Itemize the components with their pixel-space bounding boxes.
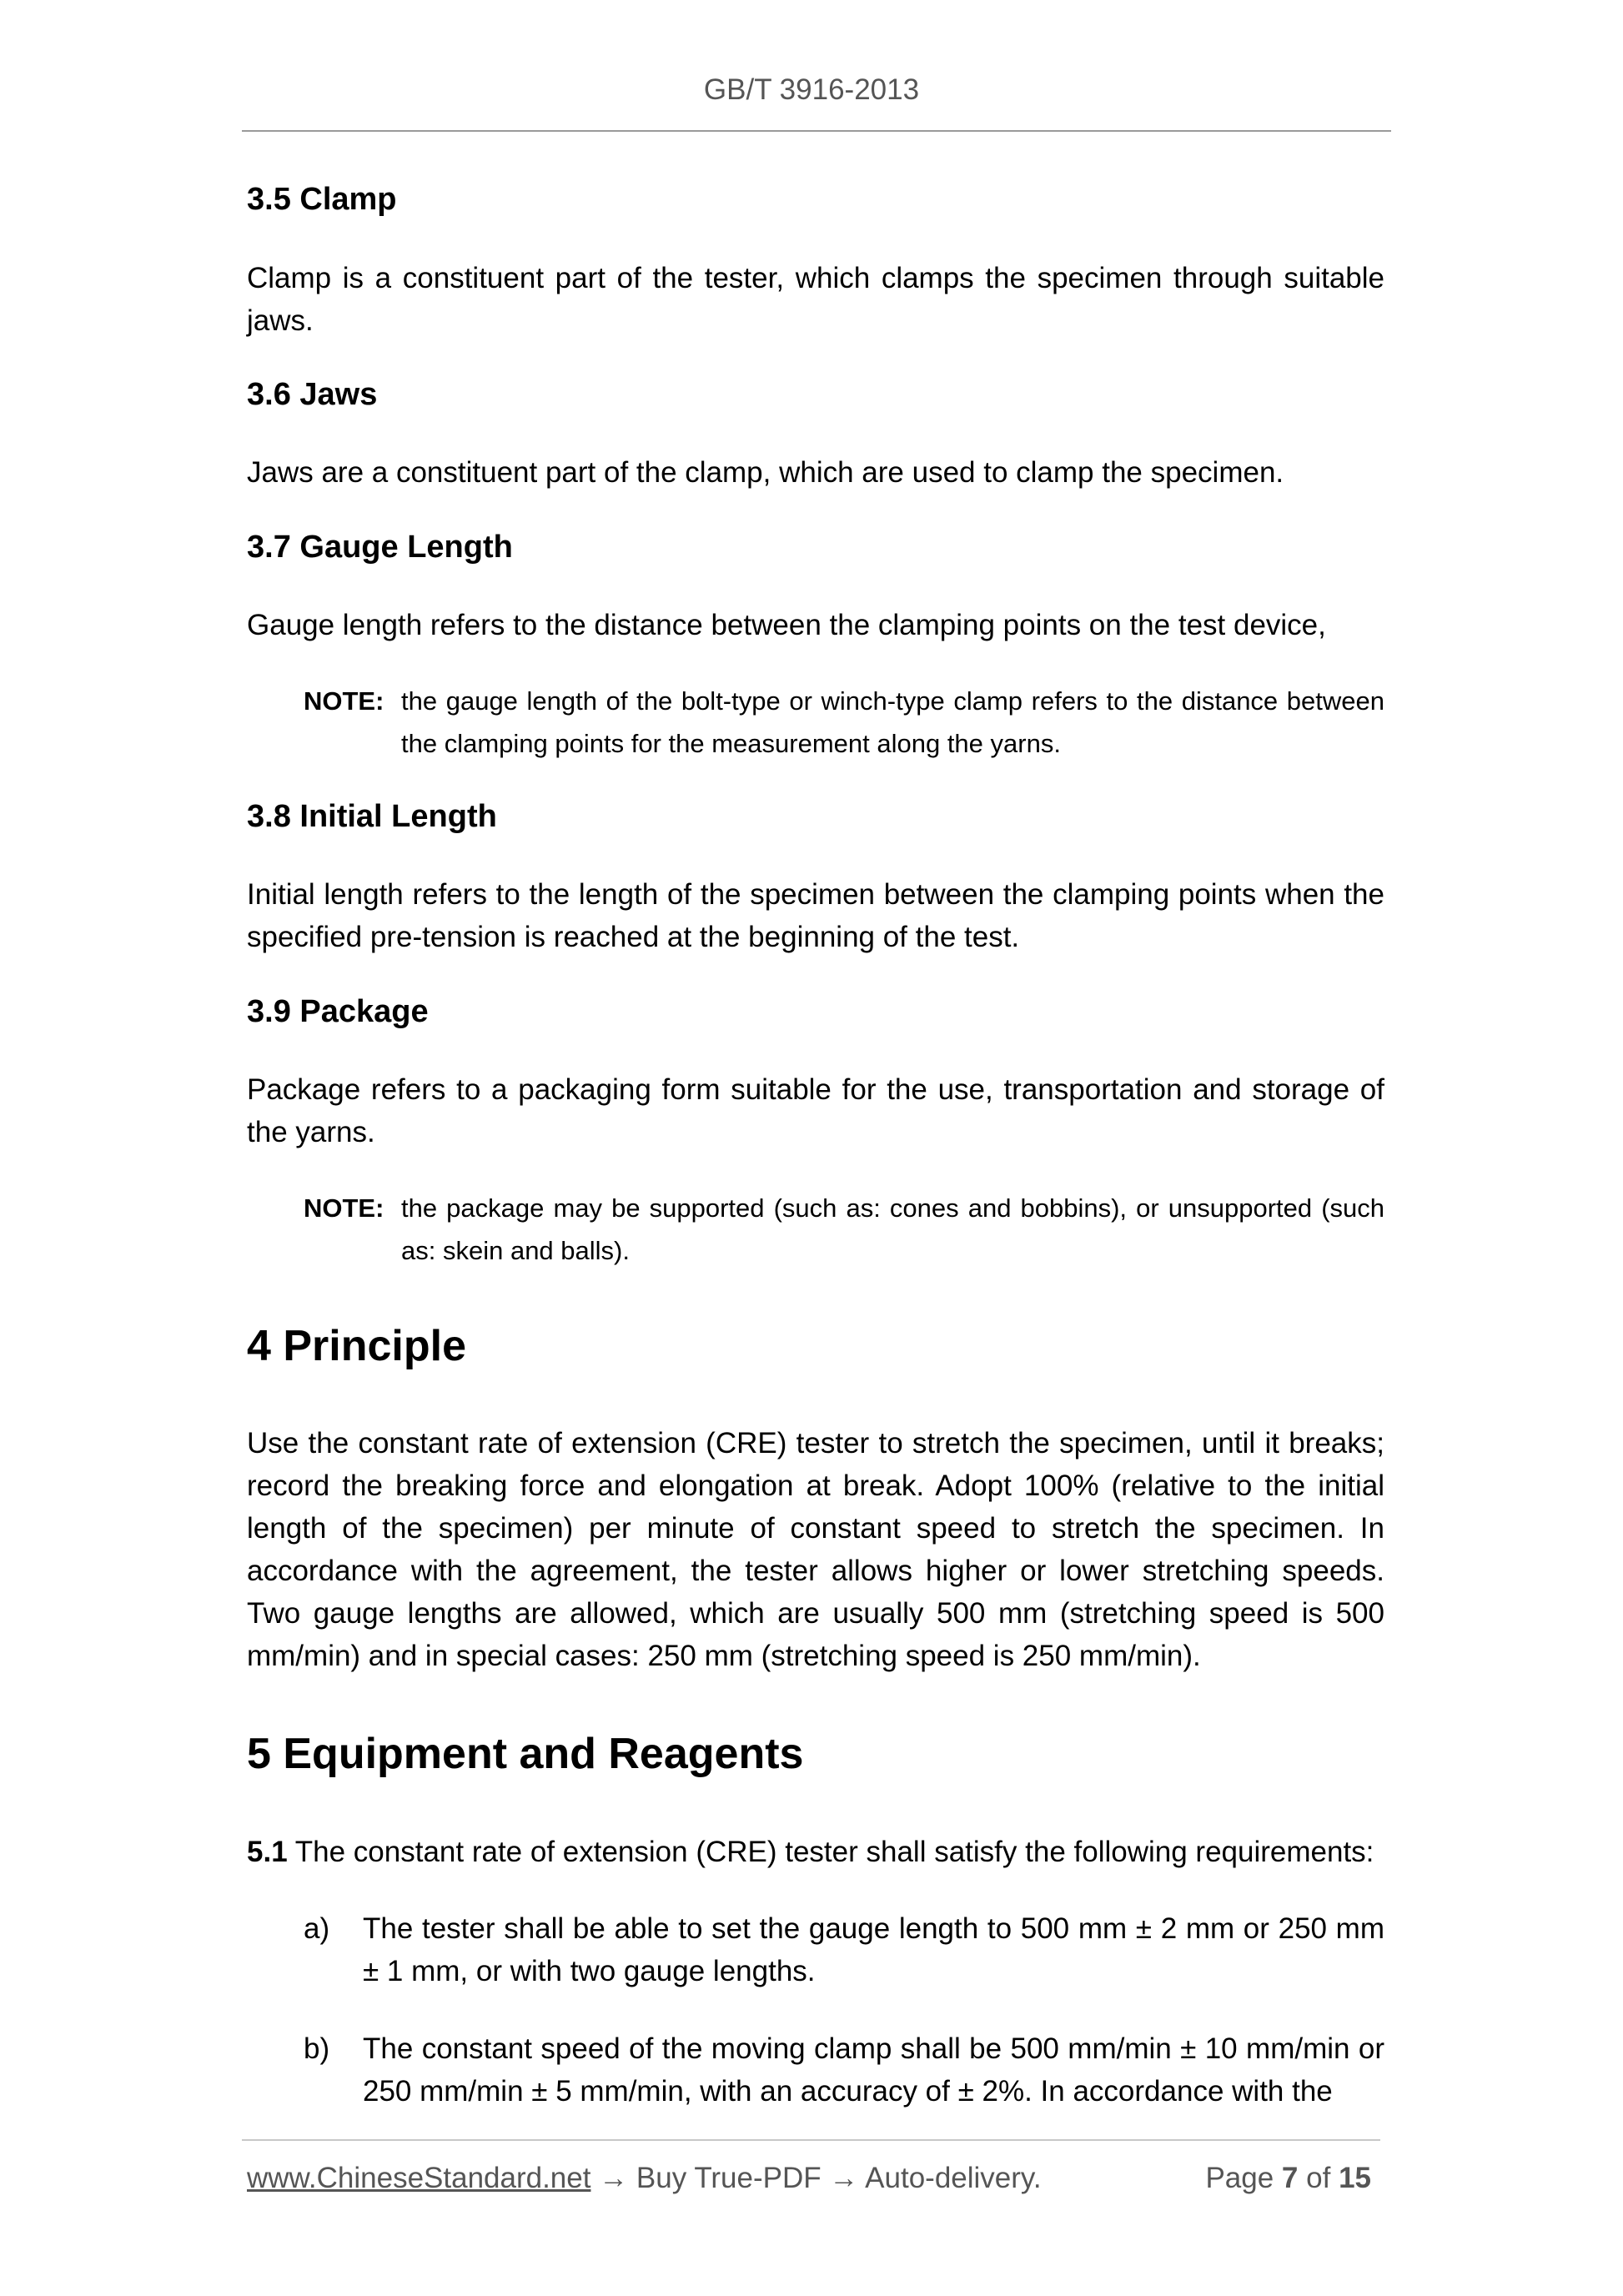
note-text: the gauge length of the bolt-type or winch-type clamp refers to the distance between the clamping points for the measurement along the yarns.	[401, 686, 1384, 758]
note-label: NOTE:	[304, 686, 384, 716]
paragraph-4-principle: Use the constant rate of extension (CRE) tester to stretch the specimen, until it breaks; record the breaking force and elongation at break. Adopt 100% (relative to the initial length of the specimen) per minute of constant speed to stretch the specimen. In accordance with the agreement, the tester allows higher or lower stretching speeds. Two gauge lengths are allowed, which are usually 500 mm (stretching speed is 500 mm/min) and in special cases: 250 mm (stretching speed is 250 mm/min).	[247, 1427, 1384, 1672]
total-pages: 15	[1339, 2162, 1371, 2194]
note-text: the package may be supported (such as: cones and bobbins), or unsupported (such as: skein and balls).	[401, 1193, 1384, 1265]
page-indicator	[1205, 2162, 1384, 2195]
heading-4-principle: 4 Principle	[247, 1322, 466, 1370]
heading-3-8: 3.8 Initial Length	[247, 799, 497, 834]
heading-3-7: 3.7 Gauge Length	[247, 530, 513, 565]
heading-5-equipment: 5 Equipment and Reagents	[247, 1730, 804, 1778]
note-3-7	[304, 680, 1384, 765]
page-number: 7	[1281, 2162, 1299, 2194]
list-text: The constant speed of the moving clamp shall be 500 mm/min ± 10 mm/min or 250 mm/min ± 5 mm/min, with an accuracy of ± 2%. In accordance with the	[363, 2032, 1384, 2108]
page-word: Page	[1205, 2162, 1274, 2194]
list-marker: a)	[304, 1912, 330, 1945]
site-link[interactable]: www.ChineseStandard.net	[247, 2162, 591, 2194]
list-marker: b)	[304, 2032, 330, 2065]
list-text: The tester shall be able to set the gauge length to 500 mm ± 2 mm or 250 mm ± 1 mm, or with two gauge lengths.	[363, 1912, 1384, 1987]
of-word: of	[1306, 2162, 1331, 2194]
paragraph-3-9: Package refers to a packaging form suitable for the use, transportation and storage of the yarns.	[247, 1073, 1384, 1148]
list-item-a	[304, 1907, 1384, 1992]
footer-tagline: → Buy True-PDF → Auto-delivery.	[590, 2162, 1042, 2194]
paragraph-5-1	[247, 1831, 1398, 1873]
footer-divider	[242, 2139, 1380, 2141]
header-doc-id: GB/T 3916-2013	[703, 73, 920, 106]
heading-3-9: 3.9 Package	[247, 994, 429, 1029]
list-item-b	[304, 2027, 1384, 2113]
header-divider	[242, 130, 1391, 132]
note-3-9	[304, 1187, 1384, 1272]
note-label: NOTE:	[304, 1193, 384, 1223]
clause-text: The constant rate of extension (CRE) tester shall satisfy the following requirements:	[294, 1836, 1374, 1868]
paragraph-3-6: Jaws are a constituent part of the clamp, which are used to clamp the specimen.	[247, 456, 1284, 489]
paragraph-3-5: Clamp is a constituent part of the tester, which clamps the specimen through suitable jaws.	[247, 262, 1384, 337]
footer-left	[247, 2162, 1042, 2195]
heading-3-5: 3.5 Clamp	[247, 182, 397, 217]
paragraph-3-7: Gauge length refers to the distance between the clamping points on the test device,	[247, 609, 1326, 641]
heading-3-6: 3.6 Jaws	[247, 377, 378, 412]
paragraph-3-8: Initial length refers to the length of the specimen between the clamping points when the specified pre-tension is reached at the beginning of the test.	[247, 878, 1384, 953]
clause-number: 5.1	[247, 1836, 288, 1868]
footer	[247, 2162, 1384, 2195]
